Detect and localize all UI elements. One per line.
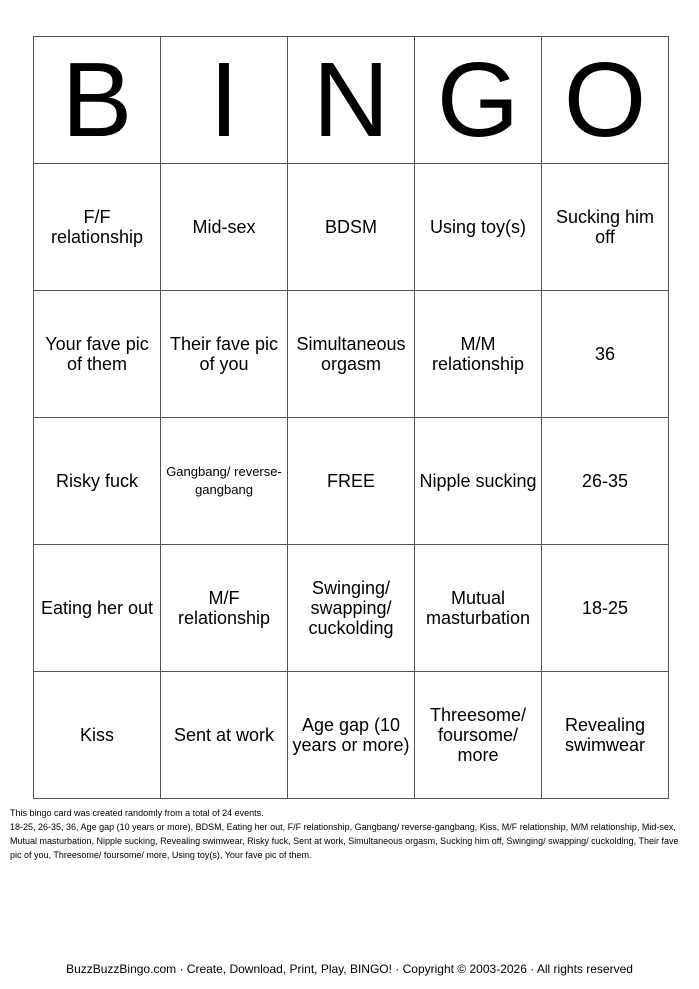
bingo-cell: Age gap (10 years or more) [288,672,415,799]
bingo-cell: M/M relationship [415,291,542,418]
header-letter-o: O [542,37,669,164]
bingo-cell: 18-25 [542,545,669,672]
bingo-cell: 26-35 [542,418,669,545]
bingo-cell: Mutual masturbation [415,545,542,672]
bingo-cell: Using toy(s) [415,164,542,291]
bingo-cell: F/F relationship [34,164,161,291]
bingo-cell: BDSM [288,164,415,291]
bingo-cell: Revealing swimwear [542,672,669,799]
bingo-cell: Nipple sucking [415,418,542,545]
free-cell: FREE [288,418,415,545]
header-letter-b: B [34,37,161,164]
bingo-cell: 36 [542,291,669,418]
bingo-cell: Risky fuck [34,418,161,545]
bingo-cell: Their fave pic of you [161,291,288,418]
bingo-cell: Kiss [34,672,161,799]
bingo-cell: M/F relationship [161,545,288,672]
bingo-row [34,164,669,291]
footer-copyright: BuzzBuzzBingo.com · Create, Download, Print, Play, BINGO! · Copyright © 2003-2026 · All rights reserved [66,962,633,976]
bingo-cell: Mid-sex [161,164,288,291]
header-letter-n: N [288,37,415,164]
note-event-list: 18-25, 26-35, 36, Age gap (10 years or more), BDSM, Eating her out, F/F relationship, Gangbang/ reverse-gangbang, Kiss, M/F relationship, M/M relationship, Mid-sex, Mutual masturbation, Nipple sucking, Revealing swimwear, Risky fuck, Sent at work, Simultaneous orgasm, Sucking him off, Swinging/ swapping/ cuckolding, Their fave pic of you, Threesome/ foursome/ more, Using toy(s), Your fave pic of them. [10,822,679,860]
bingo-cell: Eating her out [34,545,161,672]
bingo-row [34,418,669,545]
bingo-cell: Sucking him off [542,164,669,291]
note-intro: This bingo card was created randomly from a total of 24 events. [10,808,264,818]
bingo-cell: Swinging/ swapping/ cuckolding [288,545,415,672]
card-info-note [10,806,690,862]
bingo-cell: Your fave pic of them [34,291,161,418]
bingo-cell: Gangbang/ reverse-gangbang [161,418,288,545]
bingo-cell: Sent at work [161,672,288,799]
header-row [34,37,669,164]
bingo-row [34,672,669,799]
header-letter-i: I [161,37,288,164]
bingo-card [33,36,669,799]
bingo-cell: Simultaneous orgasm [288,291,415,418]
bingo-cell: Threesome/ foursome/ more [415,672,542,799]
header-letter-g: G [415,37,542,164]
bingo-row [34,291,669,418]
bingo-row [34,545,669,672]
